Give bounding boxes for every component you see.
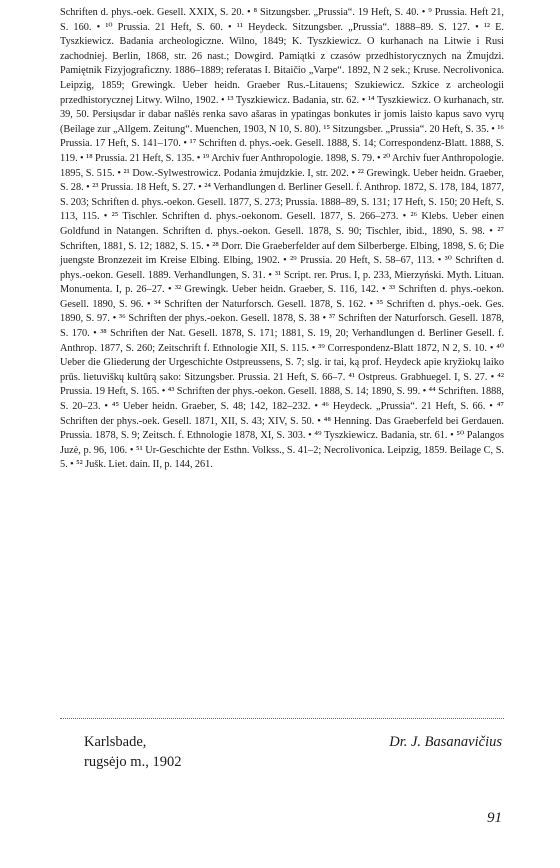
signature-author: Dr. J. Basanavičius [389,734,502,750]
signature-date: rugsėjo m., 1902 [84,754,182,770]
signature-place-date [84,732,181,772]
signature-place: Karlsbade, [84,734,147,750]
footnotes-text: Schriften d. phys.-oek. Gesell. XXIX, S. 20. • ⁸ Sitzungsber. „Prussia“. 19 Heft, S. 40. • ⁹ Prussia. Heft 21, S. 160. • ¹⁰ Prussia. 21 Heft, S. 60. • ¹¹ Heydeck. Sitzungsber. „Prussia“. 1888–89. S. 127. • ¹² E. Tyszkiewicz. Badania archeologiczne. Wilno, 1849; K. Tyszkiewicz. O kurhanach na Litwie i Rusi zachodniej. Berlin, 1868, str. 26 nast.; Dowgird. Pamiątki z czasów przedhistorycznych na Żmujdzi. Pamiętnik Fizyjograficzny. 1886–1889; referatas I. Bitaičio „Varpe“. 1892, N 2 sek.; Kruse. Necrolivonica. Leipzig, 1859; Grewingk. Ueber heidn. Graeber Rus.-Litauens; Szukiewicz. Szkice z archeologii przedhistorycznej Litwy. Wilno, 1902. • ¹³ Tyszkiewicz. Badania, str. 62. • ¹⁴ Tyszkiewicz. O kurhanach, str. 39, 50. Persiųsdar ir dabar našlės renka savo ašaras in ypatingas bonkutes ir jomis laisto kapus savo vyrų (Beilage zur „Allgem. Zeitung“. Muenchen, 1903, N 10, S. 80). ¹⁵ Sitzungsber. „Prussia“. 20 Heft, S. 35. • ¹⁶ Prussia. 17 Heft, S. 141–170. • ¹⁷ Schriften d. phys.-oek. Gesell. 1888, S. 14; Correspondenz-Blatt. 1888, S. 119. • ¹⁸ Prussia. 21 Heft, S. 135. • ¹⁹ Archiv fuer Anthropologie. 1898, S. 79. • ²⁰ Archiv fuer Anthropologie. 1895, S. 515. • ²¹ Dow.-Sylwestrowicz. Podania żmujdzkie. I, str. 202. • ²² Grewingk. Ueber heidn. Graeber, S. 28. • ²³ Prussia. 18 Heft, S. 27. • ²⁴ Verhandlungen d. Berliner Gesell. f. Anthrop. 1872, S. 178, 184, 1877, S. 203; Schriften d. phys.-oekon. Gesell. 1877, S. 273; Prussia. 1888–89, S. 131; 17 Heft, S. 150; 20 Heft, S. 113, 115. • ²⁵ Tischler. Schriften d. phys.-oekonom. Gesell. 1877, S. 266–273. • ²⁶ Klebs. Ueber einen Goldfund in Natangen. Schriften d. phys.-oekon. Gesell. 1878, S. 90; Tischler, ibid., 1890, S. 98. • ²⁷ Schriften, 1881, S. 12; 1882, S. 15. • ²⁸ Dorr. Die Graeberfelder auf dem Silberberge. Elbing, 1898, S. 6; Die juengste Bronzezeit im Kreise Elbing. Elbing, 1902. • ²⁹ Prussia. 20 Heft, S. 58–67, 113. • ³⁰ Schriften d. phys.-oekon. Gesell. 1889. Verhandlungen, S. 31. • ³¹ Script. rer. Prus. I, p. 233, Mierzyński. Myth. Lituan. Monumenta. I, p. 26–27. • ³² Grewingk. Ueber heidn. Graeber, S. 116, 142. • ³³ Schriften d. phys.-oekon. Gesell. 1890, S. 96. • ³⁴ Schriften der Naturforsch. Gesell. 1878, S. 162. • ³⁵ Schriften d. phys.-oek. Ges. 1890, S. 97. • ³⁶ Schriften der phys.-oekon. Gesell. 1878, S. 38 • ³⁷ Schriften der Naturforsch. Gesell. 1878, S. 170. • ³⁸ Schriften der Nat. Gesell. 1878, S. 171; 1881, S. 19, 20; Verhandlungen d. Berliner Gesell. f. Anthrop. 1877, S. 260; Zeitschrift f. Ethnologie XII, S. 115. • ³⁹ Correspondenz-Blatt 1872, N 2, S. 10. • ⁴⁰ Ueber die Gliederung der Urgeschichte Ostpreussens, S. 7; slg. ir tai, ką prof. Heydeck apie kryžiokų laiko prūs. lietuviškų kultūrą sako: Sitzungsber. Prussia. 21 Heft, S. 66–7. ⁴¹ Ostpreus. Grabhuegel. I, S. 27. • ⁴² Prussia. 19 Heft, S. 165. • ⁴³ Schriften der phys.-oekon. Gesell. 1888, S. 14; 1890, S. 99. • ⁴⁴ Schriften. 1888, S. 20–23. • ⁴⁵ Ueber heidn. Graeber, S. 48; 142, 182–232. • ⁴⁶ Heydeck. „Prussia“. 21 Heft, S. 66. • ⁴⁷ Schriften der phys.-oek. Gesell. 1871, XII, S. 43; XIV, S. 50. • ⁴⁸ Henning. Das Graeberfeld bei Gerdauen. Prussia. 1878, S. 9; Zeitsch. f. Ethnologie 1878, XI, S. 303. • ⁴⁹ Tyszkiewicz. Badania, str. 61. • ⁵⁰ Palangos Juzė, p. 96, 106. • ⁵¹ Ur-Geschichte der Esthn. Volkss., S. 41–2; Necrolivonica. Leipzig, 1859. Beilage C, S. 5. • ⁵² Jušk. Liet. dain. II, p. 144, 261. [60,7,504,471]
footnotes-block [60,6,504,473]
page-number: 91 [487,810,502,826]
dotted-separator [60,718,504,719]
